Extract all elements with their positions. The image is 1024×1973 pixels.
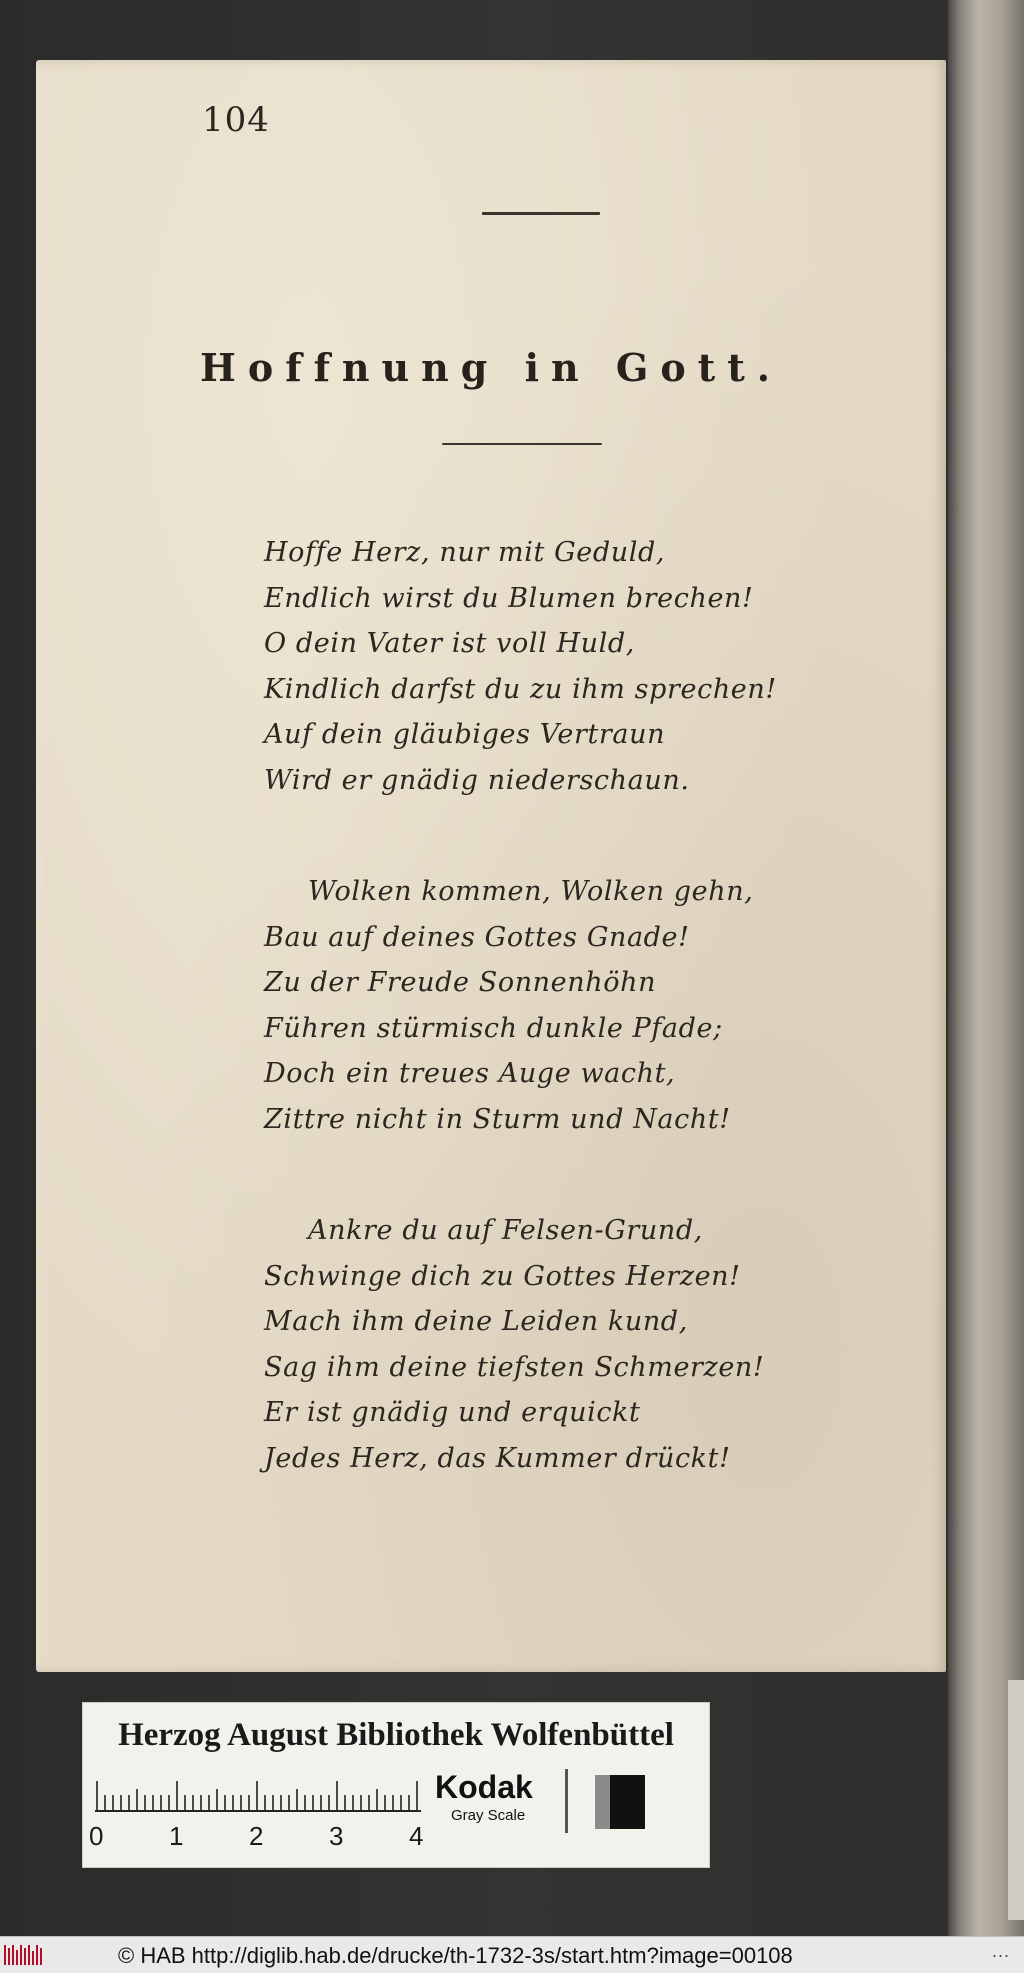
poem-body — [264, 530, 904, 1547]
stanza-1 — [264, 530, 904, 803]
poem-line: Mach ihm deine Leiden kund, — [264, 1306, 688, 1337]
gray-swatch — [595, 1775, 645, 1829]
scale-number: 4 — [409, 1821, 424, 1851]
color-target-card — [82, 1702, 710, 1868]
more-menu-button[interactable]: ... — [991, 1941, 1010, 1961]
poem-line: Wolken kommen, Wolken gehn, — [308, 876, 754, 907]
poem-line: Doch ein treues Auge wacht, — [264, 1058, 676, 1089]
stanza-2 — [264, 869, 904, 1142]
title-rule — [442, 443, 602, 445]
poem-line: Ankre du auf Felsen-Grund, — [308, 1215, 703, 1246]
poem-line: Endlich wirst du Blumen brechen! — [264, 582, 754, 614]
poem-line: O dein Vater ist voll Huld, — [264, 628, 635, 659]
poem-line: Schwinge dich zu Gottes Herzen! — [264, 1260, 741, 1292]
poem-line: Auf dein gläubiges Vertraun — [264, 719, 666, 750]
poem-line: Wird er gnädig niederschaun. — [264, 764, 690, 796]
card-divider — [565, 1769, 568, 1833]
book-page — [36, 60, 946, 1672]
scale-number: 3 — [329, 1821, 344, 1851]
status-bar — [0, 1936, 1024, 1973]
next-page-edge — [1008, 1680, 1024, 1920]
source-link[interactable]: © HAB http://diglib.hab.de/drucke/th-1732-3s/start.htm?image=00108 — [118, 1943, 793, 1968]
header-rule — [482, 212, 600, 215]
poem-title: Hoffnung in Gott. — [199, 345, 783, 390]
library-name: Herzog August Bibliothek Wolfenbüttel — [118, 1717, 674, 1753]
scale-numbers — [83, 1821, 513, 1855]
hab-logo-icon — [2, 1942, 46, 1968]
poem-line: Hoffe Herz, nur mit Geduld, — [264, 537, 666, 568]
kodak-logo: Kodak — [435, 1769, 533, 1805]
stanza-3 — [264, 1208, 904, 1481]
scale-number: 0 — [89, 1821, 104, 1851]
poem-line: Jedes Herz, das Kummer drückt! — [264, 1442, 731, 1474]
scale-number: 2 — [249, 1821, 264, 1851]
scale-number: 1 — [169, 1821, 184, 1851]
poem-line: Zittre nicht in Sturm und Nacht! — [264, 1103, 731, 1135]
poem-line: Sag ihm deine tiefsten Schmerzen! — [264, 1351, 765, 1383]
kodak-subtitle: Gray Scale — [451, 1807, 526, 1824]
poem-line: Kindlich darfst du zu ihm sprechen! — [264, 673, 777, 705]
poem-line: Bau auf deines Gottes Gnade! — [264, 921, 690, 953]
poem-line: Er ist gnädig und erquickt — [264, 1397, 641, 1428]
book-spine — [948, 0, 1024, 1936]
page-number: 104 — [202, 100, 270, 140]
poem-line: Führen stürmisch dunkle Pfade; — [264, 1012, 723, 1044]
poem-line: Zu der Freude Sonnenhöhn — [264, 967, 657, 998]
